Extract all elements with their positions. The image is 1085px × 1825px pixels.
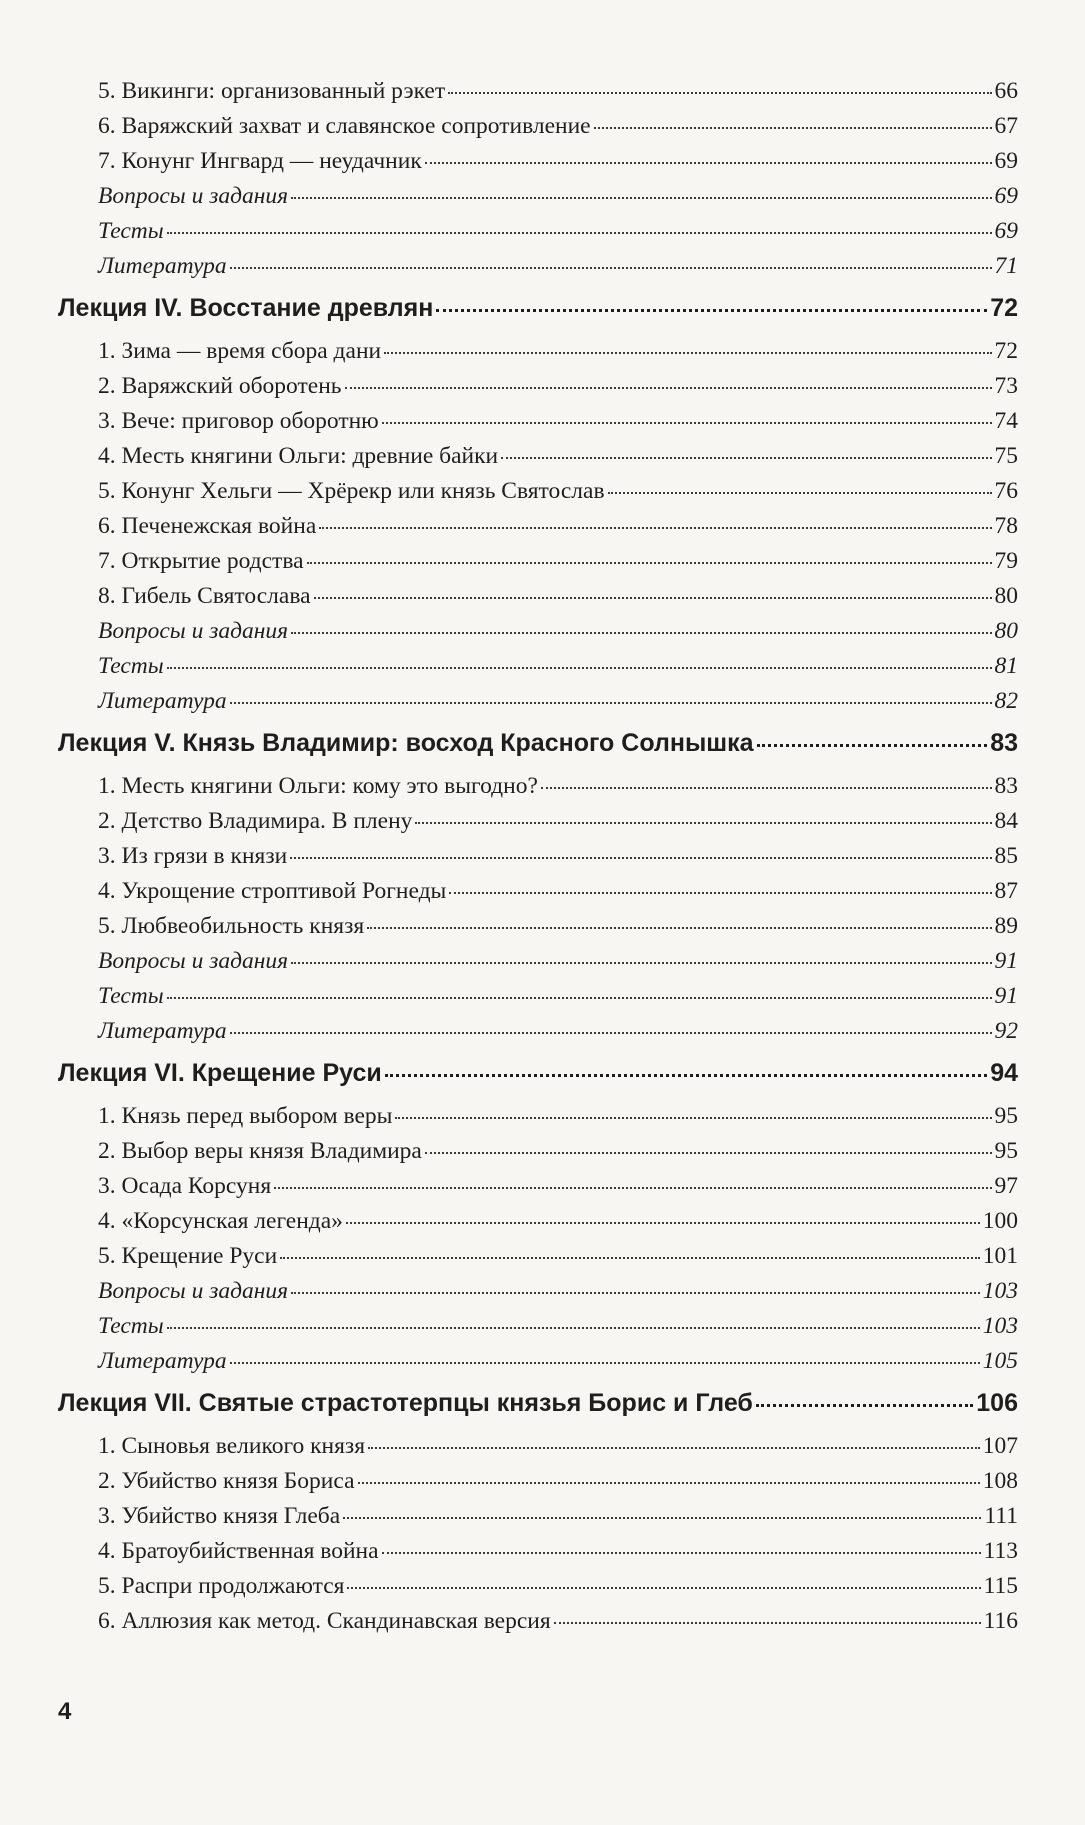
toc-entry-title: 1. Месть княгини Ольги: кому это выгодно? <box>98 773 538 799</box>
dot-leader <box>554 1622 981 1624</box>
toc-entry-page: 105 <box>982 1348 1018 1374</box>
dot-leader <box>345 387 992 389</box>
toc-entry-page: 83 <box>990 729 1018 757</box>
toc-entry-title: 1. Зима — время сбора дани <box>98 338 382 364</box>
toc-entry-title: 1. Князь перед выбором веры <box>98 1103 393 1129</box>
dot-leader <box>291 1292 980 1294</box>
toc-aux-entry <box>58 688 1018 723</box>
toc-entry <box>58 1138 1018 1173</box>
toc-entry-title: 5. Любвеобильность князя <box>98 913 365 939</box>
toc-entry-page: 81 <box>994 653 1018 679</box>
toc-entry-title: Вопросы и задания <box>98 1278 289 1304</box>
toc-lecture-heading <box>58 1059 1018 1103</box>
toc-entry-page: 74 <box>994 408 1018 434</box>
toc-entry-title: Вопросы и задания <box>98 618 289 644</box>
toc-entry <box>58 1468 1018 1503</box>
toc-entry-title: Литература <box>98 1018 227 1044</box>
toc-entry-title: Лекция VII. Святые страстотерпцы князья Борис и Глеб <box>58 1389 753 1417</box>
toc-entry-page: 107 <box>982 1433 1018 1459</box>
dot-leader <box>385 1074 987 1077</box>
dot-leader <box>280 1257 980 1259</box>
toc-lecture-heading <box>58 729 1018 773</box>
toc-entry-title: 2. Выбор веры князя Владимира <box>98 1138 422 1164</box>
toc-aux-entry <box>58 218 1018 253</box>
toc-entry-page: 95 <box>994 1138 1018 1164</box>
toc-aux-entry <box>58 253 1018 288</box>
dot-leader <box>346 1222 980 1224</box>
toc-entry-title: 2. Убийство князя Бориса <box>98 1468 355 1494</box>
toc-entry-page: 69 <box>994 148 1018 174</box>
toc-entry <box>58 1103 1018 1138</box>
dot-leader <box>756 1404 973 1407</box>
dot-leader <box>291 632 991 634</box>
toc-entry-page: 103 <box>982 1278 1018 1304</box>
toc-entry-title: Вопросы и задания <box>98 183 289 209</box>
toc-entry-page: 73 <box>994 373 1018 399</box>
toc-entry <box>58 148 1018 183</box>
dot-leader <box>541 787 992 789</box>
toc-aux-entry <box>58 1278 1018 1313</box>
toc-entry-page: 113 <box>983 1538 1018 1564</box>
toc-entry-page: 67 <box>994 113 1018 139</box>
toc-entry-title: 6. Варяжский захват и славянское сопротивление <box>98 113 591 139</box>
toc-entry-page: 103 <box>982 1313 1018 1339</box>
dot-leader <box>384 352 991 354</box>
toc-entry <box>58 78 1018 113</box>
toc-entry-title: Лекция IV. Восстание древлян <box>58 294 434 322</box>
toc-entry-page: 69 <box>994 183 1018 209</box>
toc-entry-title: 1. Сыновья великого князя <box>98 1433 366 1459</box>
toc-entry <box>58 1608 1018 1643</box>
toc-entry-title: Тесты <box>98 218 164 244</box>
toc-aux-entry <box>58 653 1018 688</box>
toc-entry-title: Лекция VI. Крещение Руси <box>58 1059 382 1087</box>
toc-aux-entry <box>58 183 1018 218</box>
dot-leader <box>230 1032 992 1034</box>
toc-entry-title: 5. Крещение Руси <box>98 1243 278 1269</box>
toc-entry-page: 80 <box>994 618 1018 644</box>
toc-entry-title: Тесты <box>98 653 164 679</box>
toc-entry <box>58 443 1018 478</box>
toc-entry-page: 116 <box>983 1608 1018 1634</box>
toc-entry-page: 94 <box>990 1059 1018 1087</box>
toc-entry-title: 6. Печенежская война <box>98 513 317 539</box>
toc-entry <box>58 338 1018 373</box>
dot-leader <box>367 927 991 929</box>
toc-entry-title: Тесты <box>98 983 164 1009</box>
toc-entry-page: 89 <box>994 913 1018 939</box>
toc-aux-entry <box>58 948 1018 983</box>
toc-entry-title: 3. Осада Корсуня <box>98 1173 272 1199</box>
dot-leader <box>425 1152 992 1154</box>
toc-entry-title: Лекция V. Князь Владимир: восход Красного Солнышка <box>58 729 754 757</box>
table-of-contents <box>58 78 1018 1643</box>
dot-leader <box>436 309 987 312</box>
toc-lecture-heading <box>58 294 1018 338</box>
dot-leader <box>501 457 991 459</box>
dot-leader <box>307 562 992 564</box>
toc-entry <box>58 513 1018 548</box>
toc-entry-page: 91 <box>994 948 1018 974</box>
toc-entry-title: Тесты <box>98 1313 164 1339</box>
toc-entry-page: 82 <box>994 688 1018 714</box>
toc-entry-title: Литература <box>98 688 227 714</box>
dot-leader <box>382 422 992 424</box>
toc-entry-title: 3. Вече: приговор оборотню <box>98 408 379 434</box>
dot-leader <box>368 1447 980 1449</box>
toc-entry <box>58 113 1018 148</box>
dot-leader <box>395 1117 991 1119</box>
dot-leader <box>358 1482 980 1484</box>
dot-leader <box>608 492 992 494</box>
dot-leader <box>449 892 991 894</box>
toc-lecture-heading <box>58 1389 1018 1433</box>
toc-entry-title: Литература <box>98 1348 227 1374</box>
dot-leader <box>167 1327 980 1329</box>
toc-aux-entry <box>58 618 1018 653</box>
toc-entry <box>58 913 1018 948</box>
dot-leader <box>415 822 991 824</box>
dot-leader <box>274 1187 991 1189</box>
toc-entry-title: 4. Братоубийственная война <box>98 1538 379 1564</box>
dot-leader <box>291 962 991 964</box>
toc-entry <box>58 843 1018 878</box>
toc-entry-title: 7. Конунг Ингвард — неудачник <box>98 148 422 174</box>
toc-entry-page: 83 <box>994 773 1018 799</box>
dot-leader <box>230 1362 980 1364</box>
toc-entry <box>58 1573 1018 1608</box>
toc-entry-title: 5. Конунг Хельги — Хрёрекр или князь Святослав <box>98 478 605 504</box>
dot-leader <box>230 267 992 269</box>
dot-leader <box>167 232 992 234</box>
dot-leader <box>167 997 992 999</box>
toc-entry-title: 3. Из грязи в князи <box>98 843 288 869</box>
toc-entry-page: 91 <box>994 983 1018 1009</box>
toc-entry <box>58 1433 1018 1468</box>
toc-aux-entry <box>58 1313 1018 1348</box>
toc-entry-page: 72 <box>990 294 1018 322</box>
dot-leader <box>448 92 991 94</box>
toc-entry <box>58 1503 1018 1538</box>
dot-leader <box>167 667 992 669</box>
dot-leader <box>230 702 992 704</box>
toc-entry-page: 101 <box>982 1243 1018 1269</box>
toc-entry-page: 87 <box>994 878 1018 904</box>
toc-entry <box>58 548 1018 583</box>
dot-leader <box>594 127 992 129</box>
dot-leader <box>347 1587 980 1589</box>
toc-entry-page: 85 <box>994 843 1018 869</box>
toc-entry-title: 7. Открытие родства <box>98 548 304 574</box>
toc-entry-page: 79 <box>994 548 1018 574</box>
toc-entry-page: 111 <box>984 1503 1018 1529</box>
dot-leader <box>319 527 991 529</box>
toc-entry-page: 66 <box>994 78 1018 104</box>
toc-entry-title: Литература <box>98 253 227 279</box>
toc-aux-entry <box>58 1018 1018 1053</box>
toc-entry-page: 69 <box>994 218 1018 244</box>
toc-entry-page: 115 <box>983 1573 1018 1599</box>
page-number: 4 <box>58 1698 72 1725</box>
toc-entry-title: Вопросы и задания <box>98 948 289 974</box>
toc-entry-title: 8. Гибель Святослава <box>98 583 311 609</box>
toc-entry-page: 108 <box>982 1468 1018 1494</box>
toc-entry-title: 5. Распри продолжаются <box>98 1573 345 1599</box>
toc-entry-page: 95 <box>994 1103 1018 1129</box>
toc-entry <box>58 1538 1018 1573</box>
toc-entry-page: 97 <box>994 1173 1018 1199</box>
dot-leader <box>757 744 988 747</box>
toc-entry-title: 4. Месть княгини Ольги: древние байки <box>98 443 499 469</box>
toc-entry <box>58 1173 1018 1208</box>
toc-entry-title: 2. Детство Владимира. В плену <box>98 808 413 834</box>
dot-leader <box>290 857 991 859</box>
dot-leader <box>314 597 992 599</box>
toc-entry <box>58 1208 1018 1243</box>
toc-entry-title: 4. «Корсунская легенда» <box>98 1208 343 1234</box>
toc-entry <box>58 478 1018 513</box>
toc-entry-page: 76 <box>994 478 1018 504</box>
toc-entry-page: 80 <box>994 583 1018 609</box>
toc-entry-title: 6. Аллюзия как метод. Скандинавская версия <box>98 1608 551 1634</box>
toc-entry-title: 4. Укрощение строптивой Рогнеды <box>98 878 447 904</box>
toc-aux-entry <box>58 1348 1018 1383</box>
toc-aux-entry <box>58 983 1018 1018</box>
toc-entry-page: 75 <box>994 443 1018 469</box>
toc-entry <box>58 773 1018 808</box>
dot-leader <box>291 197 991 199</box>
toc-entry-page: 106 <box>976 1389 1018 1417</box>
toc-entry <box>58 583 1018 618</box>
toc-entry-page: 78 <box>994 513 1018 539</box>
toc-entry-page: 72 <box>994 338 1018 364</box>
toc-entry-page: 92 <box>994 1018 1018 1044</box>
dot-leader <box>382 1552 981 1554</box>
dot-leader <box>425 162 992 164</box>
toc-entry <box>58 1243 1018 1278</box>
toc-entry <box>58 373 1018 408</box>
toc-entry-page: 84 <box>994 808 1018 834</box>
toc-entry <box>58 408 1018 443</box>
toc-entry-title: 3. Убийство князя Глеба <box>98 1503 341 1529</box>
toc-entry <box>58 808 1018 843</box>
toc-entry-title: 2. Варяжский оборотень <box>98 373 342 399</box>
toc-entry-page: 71 <box>994 253 1018 279</box>
dot-leader <box>343 1517 981 1519</box>
toc-entry-page: 100 <box>982 1208 1018 1234</box>
toc-entry <box>58 878 1018 913</box>
toc-entry-title: 5. Викинги: организованный рэкет <box>98 78 446 104</box>
